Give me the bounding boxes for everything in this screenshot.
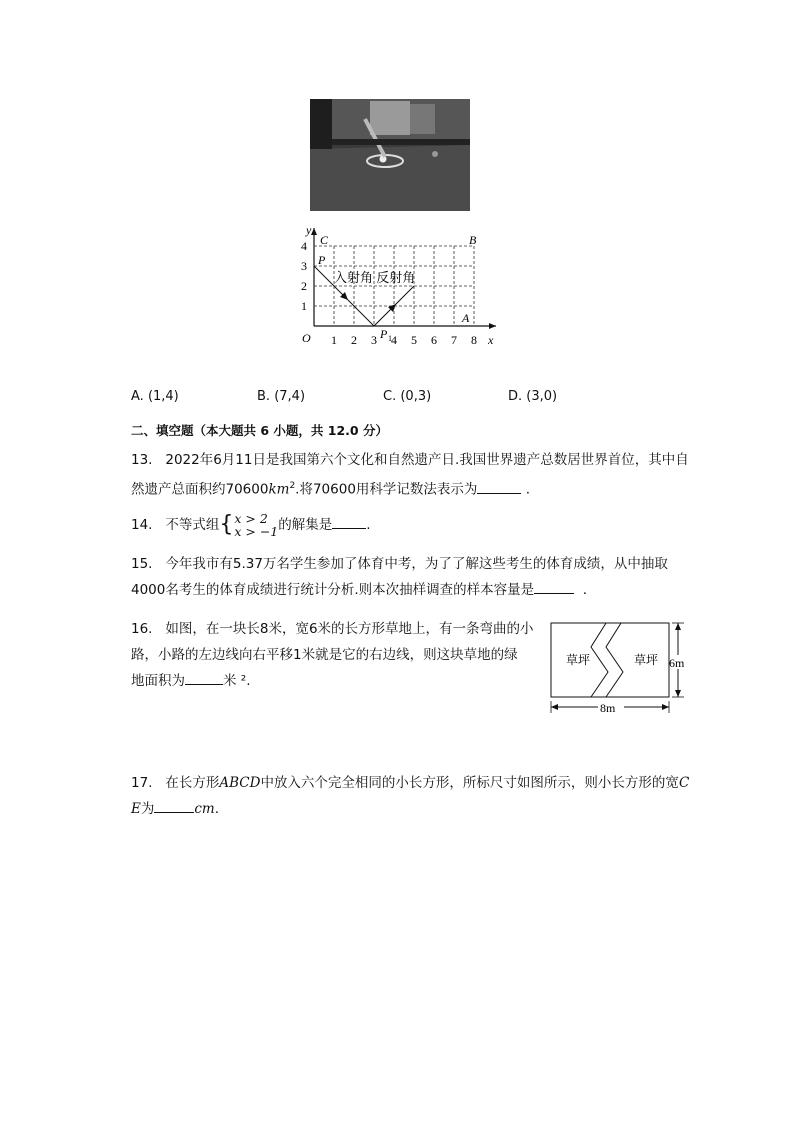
q17-text-1b: 中放入六个完全相同的小长方形，所标尺寸如图所示，则小长方形的宽 <box>260 775 679 791</box>
q17-c: C <box>678 775 690 791</box>
option-b-value: (7,4) <box>274 389 306 404</box>
q17-number: 17. <box>131 775 153 791</box>
height-bottom-arrow-icon <box>675 690 681 697</box>
option-a-value: (1,4) <box>147 389 179 404</box>
point-c-label: C <box>320 233 329 247</box>
xtick-3: 3 <box>371 333 377 347</box>
ytick-1: 1 <box>301 299 307 313</box>
option-d-value: (3,0) <box>526 389 558 404</box>
q16-answer-blank[interactable] <box>185 670 223 685</box>
xtick-2: 2 <box>351 333 357 347</box>
option-d[interactable] <box>508 389 557 404</box>
option-a[interactable] <box>131 389 179 404</box>
option-d-label: D. <box>508 389 523 404</box>
q16-line3 <box>131 668 541 694</box>
y-axis-label: y <box>306 223 312 237</box>
point-a-label: A <box>462 311 470 325</box>
option-c[interactable] <box>383 389 431 404</box>
q15-text-1: 今年我市有5.37万名学生参加了体育中考，为了了解这些考生的体育成绩，从中抽取 <box>165 556 668 572</box>
xtick-5: 5 <box>411 333 417 347</box>
option-b-label: B. <box>257 389 271 404</box>
q13-text-2b: .将70600用科学记数法表示为 <box>295 481 478 498</box>
billiards-grid-figure <box>296 222 502 350</box>
q13-tail: . <box>525 481 531 498</box>
q14-text: 不等式组 <box>165 517 220 533</box>
q14-tail: 的解集是 <box>278 517 333 533</box>
angle-labels: 入射角 反射角 <box>334 270 416 285</box>
q13-unit: km <box>268 481 290 498</box>
q15-text-2: 4000名考生的体育成绩进行统计分析.则本次抽样调查的样本容量是 <box>131 582 535 598</box>
question-16 <box>131 616 541 694</box>
q17-unit: cm <box>194 801 215 817</box>
grass-right-label: 草坪 <box>634 653 659 667</box>
x-axis-label: x <box>488 333 494 347</box>
option-b[interactable] <box>257 389 305 404</box>
width-right-arrow-icon <box>662 704 669 710</box>
q13-text-1: 2022年6月11日是我国第六个文化和自然遗产日.我国世界遗产总数居世界首位，其中自 <box>165 452 689 468</box>
q16-line1 <box>131 616 541 642</box>
q13-text-2a: 然遗产总面积约70600 <box>131 481 269 498</box>
origin-label: O <box>302 331 311 345</box>
q16-text-2: 路，小路的左边线向右平移1米就是它的右边线，则这块草地的绿 <box>131 647 518 663</box>
point-b-label: B <box>469 233 477 247</box>
q13-line1 <box>131 447 701 473</box>
xtick-7: 7 <box>451 333 457 347</box>
q15-line2 <box>131 577 701 603</box>
q17-abcd: ABCD <box>219 775 261 791</box>
q14-answer-blank[interactable] <box>332 514 366 529</box>
xtick-6: 6 <box>431 333 437 347</box>
width-label: 8m <box>600 701 616 715</box>
billiards-photo-drawing <box>310 99 470 211</box>
q17-tail: . <box>214 801 220 817</box>
height-label: 6m <box>669 656 685 670</box>
section-heading: 二、填空题（本大题共 6 小题，共 12.0 分） <box>131 423 388 438</box>
q15-line1 <box>131 551 701 577</box>
q14-end: . <box>366 517 371 533</box>
option-c-value: (0,3) <box>400 389 432 404</box>
question-15 <box>131 551 701 603</box>
q17-text-1a: 在长方形 <box>165 775 220 791</box>
grass-left-label: 草坪 <box>566 653 591 667</box>
x-axis-arrow-icon <box>489 323 496 329</box>
q14-brace: { <box>219 512 234 537</box>
q14-system <box>234 512 278 538</box>
q16-text-3: 地面积为 <box>131 673 185 689</box>
width-left-arrow-icon <box>551 704 558 710</box>
grid-lines <box>314 246 474 326</box>
q15-answer-blank[interactable] <box>534 579 574 594</box>
q14-ineq-2: x > −1 <box>234 524 279 539</box>
q17-e: E <box>131 801 141 817</box>
q17-line2 <box>131 796 701 822</box>
q16-line2 <box>131 642 541 668</box>
q16-number: 16. <box>131 621 153 637</box>
xtick-8: 8 <box>471 333 477 347</box>
q17-answer-blank[interactable] <box>154 798 194 813</box>
q14-number: 14. <box>131 517 153 533</box>
grass-figure <box>546 617 696 717</box>
y-axis-arrow-icon <box>311 228 317 235</box>
xtick-1: 1 <box>331 333 337 347</box>
q15-number: 15. <box>131 556 153 572</box>
ytick-3: 3 <box>301 259 307 273</box>
path-right-edge <box>606 623 623 697</box>
xtick-4: 4 <box>391 333 397 347</box>
option-c-label: C. <box>383 389 397 404</box>
option-a-label: A. <box>131 389 144 404</box>
height-top-arrow-icon <box>675 623 681 630</box>
ytick-4: 4 <box>301 239 307 253</box>
q14-ineq-1: x > 2 <box>234 511 268 526</box>
q13-sup: 2 <box>289 481 296 491</box>
q13-answer-blank[interactable] <box>477 479 521 494</box>
q16-tail: 米 ². <box>223 673 251 689</box>
question-13 <box>131 447 701 503</box>
path-left-edge <box>591 623 608 697</box>
point-p-label: P <box>318 253 326 267</box>
q16-text-1: 如图，在一块长8米，宽6米的长方形草地上，有一条弯曲的小 <box>165 621 534 637</box>
question-17 <box>131 770 701 822</box>
ytick-2: 2 <box>301 279 307 293</box>
q13-line2 <box>131 473 701 503</box>
q15-tail: . <box>582 582 588 598</box>
q17-text-2b: 为 <box>140 801 155 817</box>
point-p1-subscript: 1 <box>388 334 392 343</box>
billiards-photo <box>310 99 470 211</box>
q17-line1 <box>131 770 701 796</box>
question-14 <box>131 512 631 538</box>
q13-number: 13. <box>131 452 153 468</box>
point-p1-label: P <box>380 327 388 341</box>
